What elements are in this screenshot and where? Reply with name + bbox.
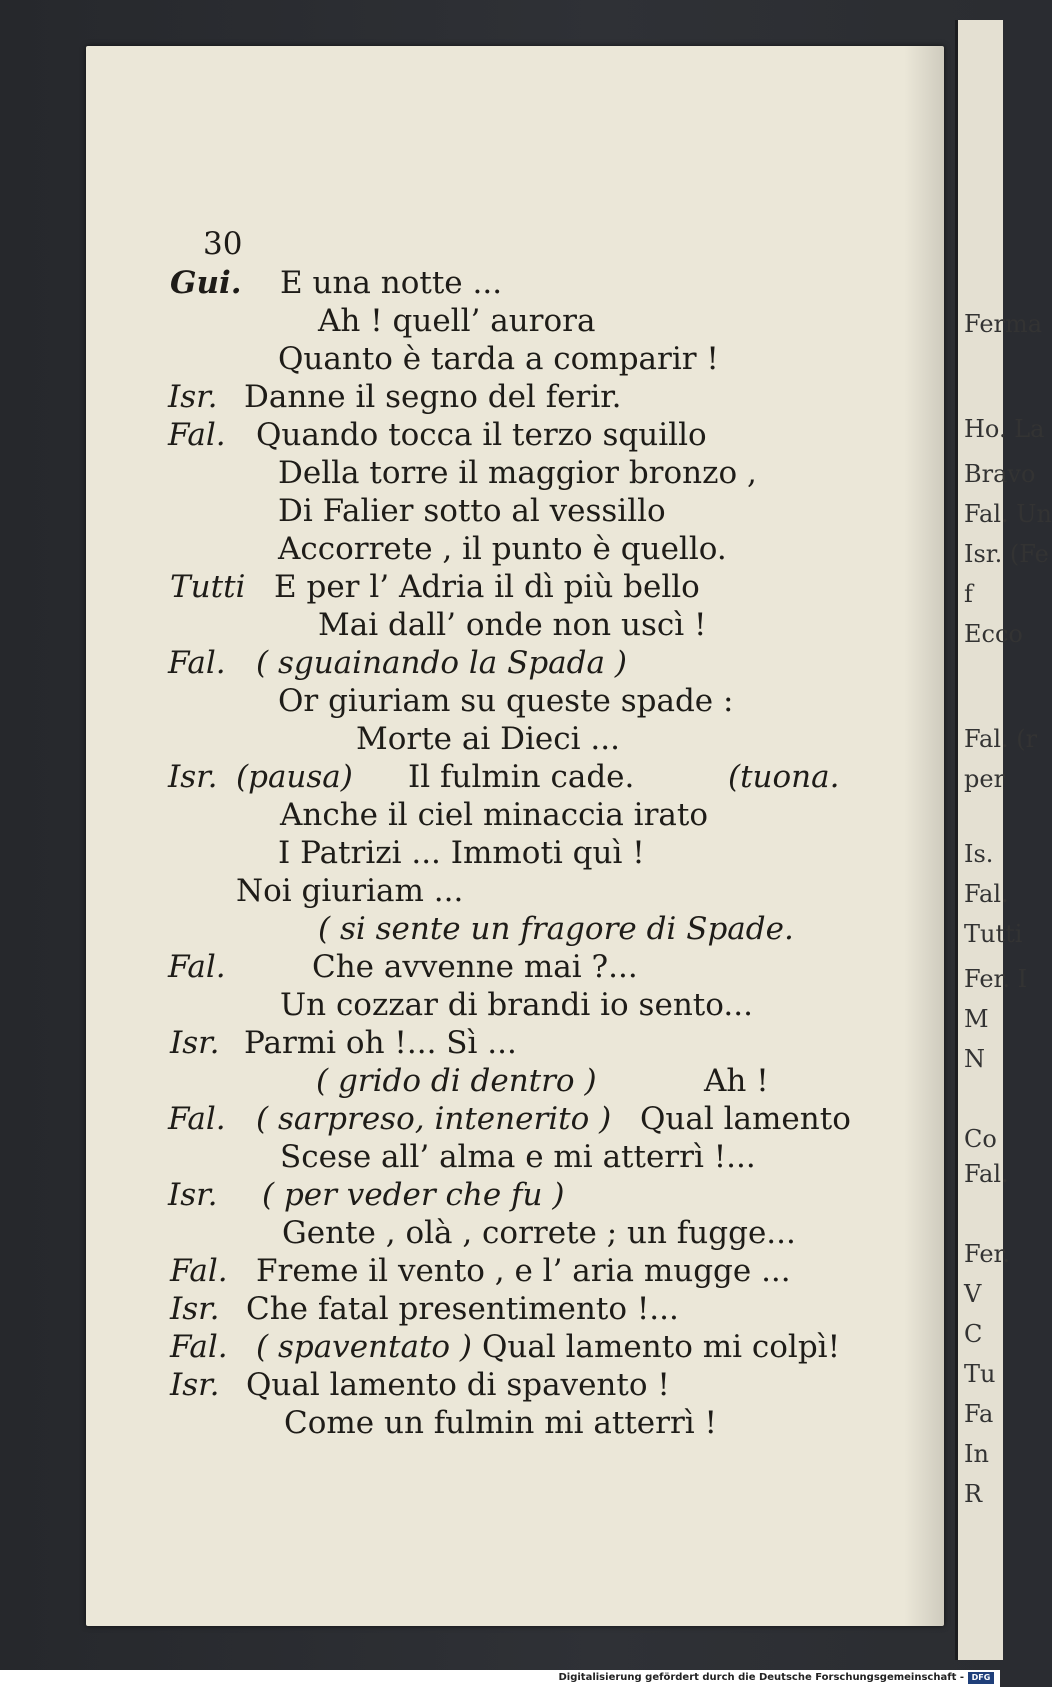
verse-line: Scese all’ alma e mi atterrì !... [280, 1139, 756, 1175]
stage-direction: ( per veder che fu ) [262, 1177, 565, 1213]
facing-page-fragment: Bravo [964, 460, 1036, 488]
stage-direction: ( si sente un fragore di Spade. [318, 911, 794, 947]
verse-line: Quanto è tarda a comparir ! [278, 341, 719, 377]
facing-page-fragment: Fal. (r [964, 725, 1038, 753]
facing-page-fragment: Tu [964, 1360, 996, 1388]
stage-direction: ( spaventato ) [256, 1329, 473, 1365]
dfg-logo: DFG [968, 1672, 994, 1684]
verse-line: Morte ai Dieci ... [356, 721, 620, 757]
verse-line: Che avvenne mai ?... [312, 949, 638, 985]
facing-page-fragment: N [964, 1045, 985, 1073]
facing-page-fragment: Ho. La [964, 415, 1045, 443]
facing-page-fragment: In [964, 1440, 989, 1468]
speaker-label: Tutti [170, 569, 246, 605]
verse-line: Mai dall’ onde non uscì ! [318, 607, 707, 643]
facing-page-fragment: Ecco [964, 620, 1023, 648]
footer-credit: Digitalisierung gefördert durch die Deutsche Forschungsgemeinschaft - [558, 1672, 964, 1683]
facing-page-fragment: Fal. Un [964, 500, 1052, 528]
verse-line: I Patrizi ... Immoti quì ! [278, 835, 645, 871]
speaker-label: Isr. [168, 1177, 218, 1213]
verse-line: Freme il vento , e l’ aria mugge ... [256, 1253, 791, 1289]
speaker-label: Fal. [170, 1253, 228, 1289]
facing-page-fragment: Is. [964, 840, 994, 868]
verse-line: Qual lamento [640, 1101, 851, 1137]
verse-line: Ah ! quell’ aurora [318, 303, 596, 339]
verse-line: Parmi oh !... Sì ... [244, 1025, 517, 1061]
facing-page-edge [955, 20, 1052, 1660]
verse-line: Or giuriam su queste spade : [278, 683, 734, 719]
footer-bar [0, 1670, 1000, 1687]
facing-page-fragment: Ferma [964, 310, 1043, 338]
stage-direction: (tuona. [728, 759, 840, 795]
verse-line: Della torre il maggior bronzo , [278, 455, 757, 491]
speaker-label: Fal. [168, 949, 226, 985]
speaker-label: Isr. [168, 379, 218, 415]
verse-line: Anche il ciel minaccia irato [280, 797, 709, 833]
verse-line: Qual lamento di spavento ! [246, 1367, 670, 1403]
verse-line: Noi giuriam ... [236, 873, 464, 909]
facing-page-fragment: Tutti [964, 920, 1023, 948]
facing-page-fragment: Fa [964, 1400, 994, 1428]
facing-page-fragment: V [964, 1280, 982, 1308]
facing-page-fragment: C [964, 1320, 983, 1348]
verse-line: Come un fulmin mi atterrì ! [284, 1405, 718, 1441]
page-number: 30 [203, 226, 243, 262]
speaker-label: Isr. [170, 1291, 220, 1327]
verse-line: E una notte ... [280, 265, 503, 301]
speaker-label: Fal. [168, 417, 226, 453]
stage-direction: (pausa) [236, 759, 353, 795]
speaker-label: Isr. [168, 759, 218, 795]
facing-page-fragment: per [964, 765, 1006, 793]
facing-page-fragment: Co [964, 1125, 997, 1153]
facing-page-fragment: Fal. [964, 880, 1009, 908]
speaker-label: Fal. [168, 645, 226, 681]
speaker-label: Fal. [170, 1329, 228, 1365]
speaker-label: Isr. [170, 1367, 220, 1403]
facing-page-fragment: Isr. (Fe [964, 540, 1049, 568]
verse-line: Che fatal presentimento !... [246, 1291, 679, 1327]
verse-line: Gente , olà , correte ; un fugge... [282, 1215, 796, 1251]
stage-direction: ( grido di dentro ) [316, 1063, 597, 1099]
facing-page-fragment: f [964, 580, 973, 608]
facing-page-fragment: Fal. [964, 1160, 1009, 1188]
verse-line: Di Falier sotto al vessillo [278, 493, 666, 529]
verse-line: Ah ! [704, 1063, 769, 1099]
verse-line: Il fulmin cade. [408, 759, 635, 795]
verse-line: E per l’ Adria il dì più bello [274, 569, 700, 605]
verse-line: Qual lamento mi colpì! [482, 1329, 841, 1365]
verse-line: Danne il segno del ferir. [244, 379, 622, 415]
facing-page-fragment: M [964, 1005, 989, 1033]
verse-line: Un cozzar di brandi io sento... [280, 987, 753, 1023]
speaker-label: Isr. [170, 1025, 220, 1061]
stage-direction: ( sarpreso, intenerito ) [256, 1101, 612, 1137]
speaker-label: Gui. [170, 265, 242, 301]
facing-page-fragment: R [964, 1480, 983, 1508]
verse-line: Accorrete , il punto è quello. [278, 531, 727, 567]
stage-direction: ( sguainando la Spada ) [256, 645, 627, 681]
facing-page-fragment: Fer. [964, 1240, 1011, 1268]
speaker-label: Fal. [168, 1101, 226, 1137]
facing-page-fragment: Fer. I [964, 965, 1028, 993]
verse-line: Quando tocca il terzo squillo [256, 417, 707, 453]
